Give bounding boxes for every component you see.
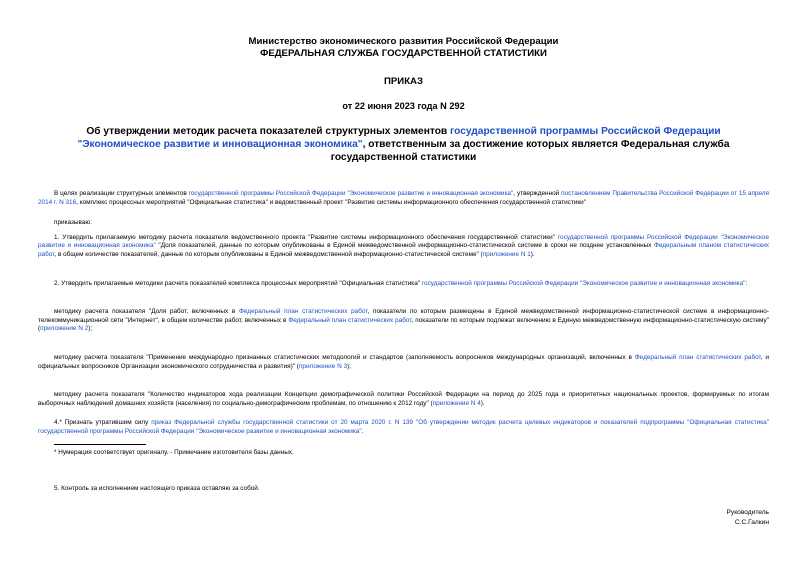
signature-block [727,508,769,528]
footnote-divider [54,444,146,445]
government-decree-link[interactable]: постановлением Правительства Российской Федерации от 15 апреля 2014 г. N 316 [38,190,770,206]
intro-paragraph: В целях реализации структурных элементов государственной программы Российской Федерации "Экономическое развитие и инновационная экономика", утвержденной постановлением Правительства Российской Федерации от 15 апреля 2014 г. N 316, комплекс процессных мероприятий "Официальная статистика" и ведомственный проект "Развитие системы информационного обеспечения государственной статистики" [38,190,770,206]
item-2: 2. Утвердить прилагаемые методики расчета показателей комплекса процессных мероприятий "Официальная статистика" государственной программы Российской Федерации "Экономическое развитие и инновационная экономика": [54,279,748,287]
item-1: 1. Утвердить прилагаемую методику расчета показателя ведомственного проекта "Развитие системы информационного обеспечения государственной статистики" государственной программы Российской Федерации "Экономическое развитие и инновационная экономика" "Доля показателей, данные по которым опубликованы в Единой межведомственной информационно-статистической системе в сроки не позднее установленных Федеральным планом статистических работ, в общем количестве показателей, данные по которым опубликованы в Единой межведомственной информационно-статистической системе" (приложение N 1). [38,233,769,258]
footnote: * Нумерация соответствует оригиналу. - Примечание изготовителя базы данных. [54,448,294,456]
federal-plan-link[interactable]: Федеральный план статистических работ [239,308,368,316]
repealed-order-link[interactable]: приказ Федеральной службы государственной статистики от 20 марта 2020 г. N 139 "Об утверждении методик расчета целевых индикаторов и показателей подпрограммы "Официальная статистика" государственной программы Российской Федерации "Экономическое развитие и инновационная экономика" [38,419,769,435]
subject-text-2: , ответственным за достижение которых является Федеральная служба государственной статистики [330,139,730,163]
orders-word: приказываю: [54,219,92,227]
signer-name: С.С.Галкин [734,519,769,526]
order-subject [46,125,761,164]
gosprogram-link[interactable]: государственной программы Российской Федерации "Экономическое развитие и инновационная экономика" [188,190,514,197]
federal-plan-link[interactable]: Федеральным планом статистических работ [38,242,769,258]
order-date: от 22 июня 2023 года N 292 [342,101,465,111]
appendix-1-link[interactable]: приложение N 1 [482,250,531,258]
service-name: ФЕДЕРАЛЬНАЯ СЛУЖБА ГОСУДАРСТВЕННОЙ СТАТИСТИКИ [260,48,547,59]
ministry-name: Министерство экономического развития Российской Федерации [248,36,559,47]
gosprogram-link[interactable]: государственной программы Российской Федерации "Экономическое развитие и инновационная экономика" [421,279,746,287]
item-5: 5. Контроль за исполнением настоящего приказа оставляю за собой. [54,485,260,493]
subject-text-1: Об утверждении методик расчета показателей структурных элементов [86,126,451,137]
order-title: ПРИКАЗ [384,76,423,87]
appendix-2-link[interactable]: приложение N 2 [40,325,89,333]
gosprogram-link[interactable]: государственной программы Российской Федерации "Экономическое развитие и инновационная экономика" [77,126,721,150]
signer-role: Руководитель [726,509,769,516]
gosprogram-link[interactable]: государственной программы Российской Федерации "Экономическое развитие и инновационная экономика" [38,233,769,250]
federal-plan-link[interactable]: Федеральный план статистических работ [288,316,412,324]
method-3: методику расчета показателя "Количество индикаторов хода реализации Концепции демографической политики Российской Федерации на период до 2025 года и приоритетных национальных проектов, формируемых по итогам выборочных наблюдений домашних хозяйств (населения) по социально-демографическим проблемам, по отношению к 2012 году" (приложение N 4). [38,391,769,407]
method-2: методику расчета показателя "Применение международно признанных статистических методологий и стандартов (заполняемость вопросников международных организаций, включенных в Федеральный план статистических работ, и официальных вопросников Организации экономического сотрудничества и развития)" (приложение N 3); [38,353,769,370]
appendix-3-link[interactable]: приложение N 3 [298,362,348,370]
appendix-4-link[interactable]: приложение N 4 [432,399,481,407]
federal-plan-link[interactable]: Федеральный план статистических работ [634,353,761,361]
item-4: 4.* Признать утратившим силу приказ Федеральной службы государственной статистики от 20 марта 2020 г. N 139 "Об утверждении методик расчета целевых индикаторов и показателей подпрограммы "Официальная статистика" государственной программы Российской Федерации "Экономическое развитие и инновационная экономика". [38,419,769,435]
method-1: методику расчета показателя "Доля работ, включенных в Федеральный план статистических работ, показатели по которым размещены в Единой межведомственной информационно-статистической системе в информационно-телекоммуникационной сети "Интернет", в общем количестве работ, включенных в Федеральный план статистических работ, показатели по которым подлежат включению в Единую межведомственную информационно-статистическую систему" (приложение N 2); [38,308,769,333]
